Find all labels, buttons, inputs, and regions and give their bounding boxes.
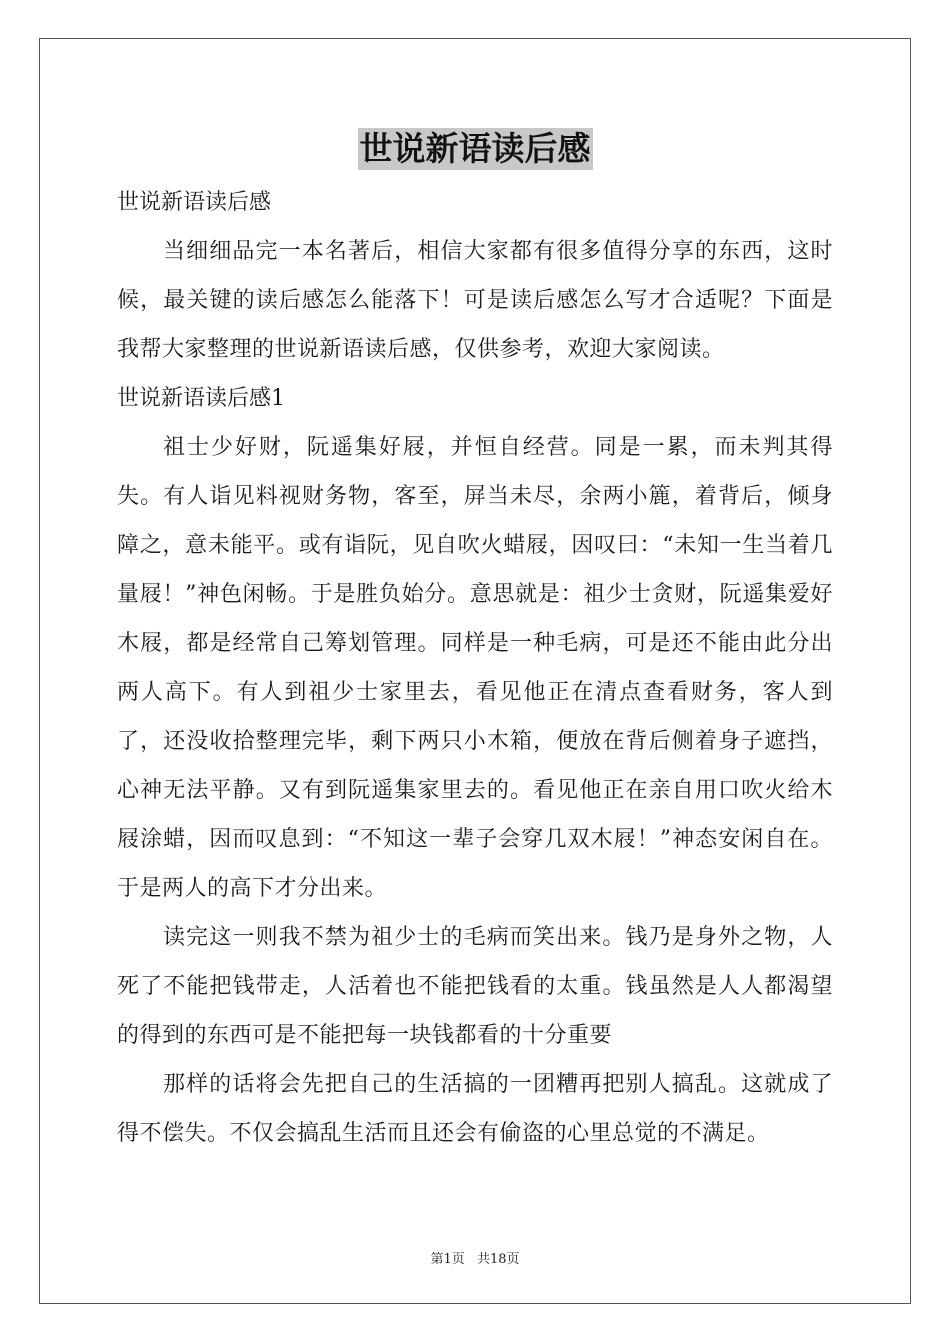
body-paragraph: 读完这一则我不禁为祖少士的毛病而笑出来。钱乃是身外之物，人死了不能把钱带走，人活着也不能把钱看的太重。钱虽然是人人都渴望的得到的东西可是不能把每一块钱都看的十分重要 — [117, 925, 833, 1048]
document-title: 世说新语读后感 — [359, 129, 591, 168]
title-container — [0, 128, 950, 170]
document-subtitle: 世说新语读后感 — [117, 190, 272, 215]
body-paragraph: 那样的话将会先把自己的生活搞的一团糟再把别人搞乱。这就成了得不偿失。不仅会搞乱生活而且还会有偷盗的心里总觉的不满足。 — [117, 1072, 833, 1146]
page-footer — [0, 1248, 950, 1267]
intro-paragraph: 当细细品完一本名著后，相信大家都有很多值得分享的东西，这时候，最关键的读后感怎么能落下！可是读后感怎么写才合适呢？下面是我帮大家整理的世说新语读后感，仅供参考，欢迎大家阅读。 — [117, 239, 833, 362]
section-heading: 世说新语读后感1 — [117, 386, 285, 411]
document-body — [117, 178, 833, 1158]
body-paragraph: 祖士少好财，阮遥集好屐，并恒自经营。同是一累，而未判其得失。有人诣见料视财务物，客至，屏当未尽，余两小簏，着背后，倾身障之，意未能平。或有诣阮，见自吹火蜡屐，因叹曰：“未知一生当着几量屐！”神色闲畅。于是胜负始分。意思就是：祖少士贪财，阮遥集爱好木屐，都是经常自己筹划管理。同样是一种毛病，可是还不能由此分出两人高下。有人到祖少士家里去，看见他正在清点查看财务，客人到了，还没收拾整理完毕，剩下两只小木箱，便放在背后侧着身子遮挡，心神无法平静。又有到阮遥集家里去的。看见他正在亲自用口吹火给木屐涂蜡，因而叹息到：“不知这一辈子会穿几双木屐！”神态安闲自在。于是两人的高下才分出来。 — [117, 435, 833, 901]
page-number: 第1页 — [430, 1252, 465, 1267]
page-total: 共18页 — [476, 1252, 520, 1267]
